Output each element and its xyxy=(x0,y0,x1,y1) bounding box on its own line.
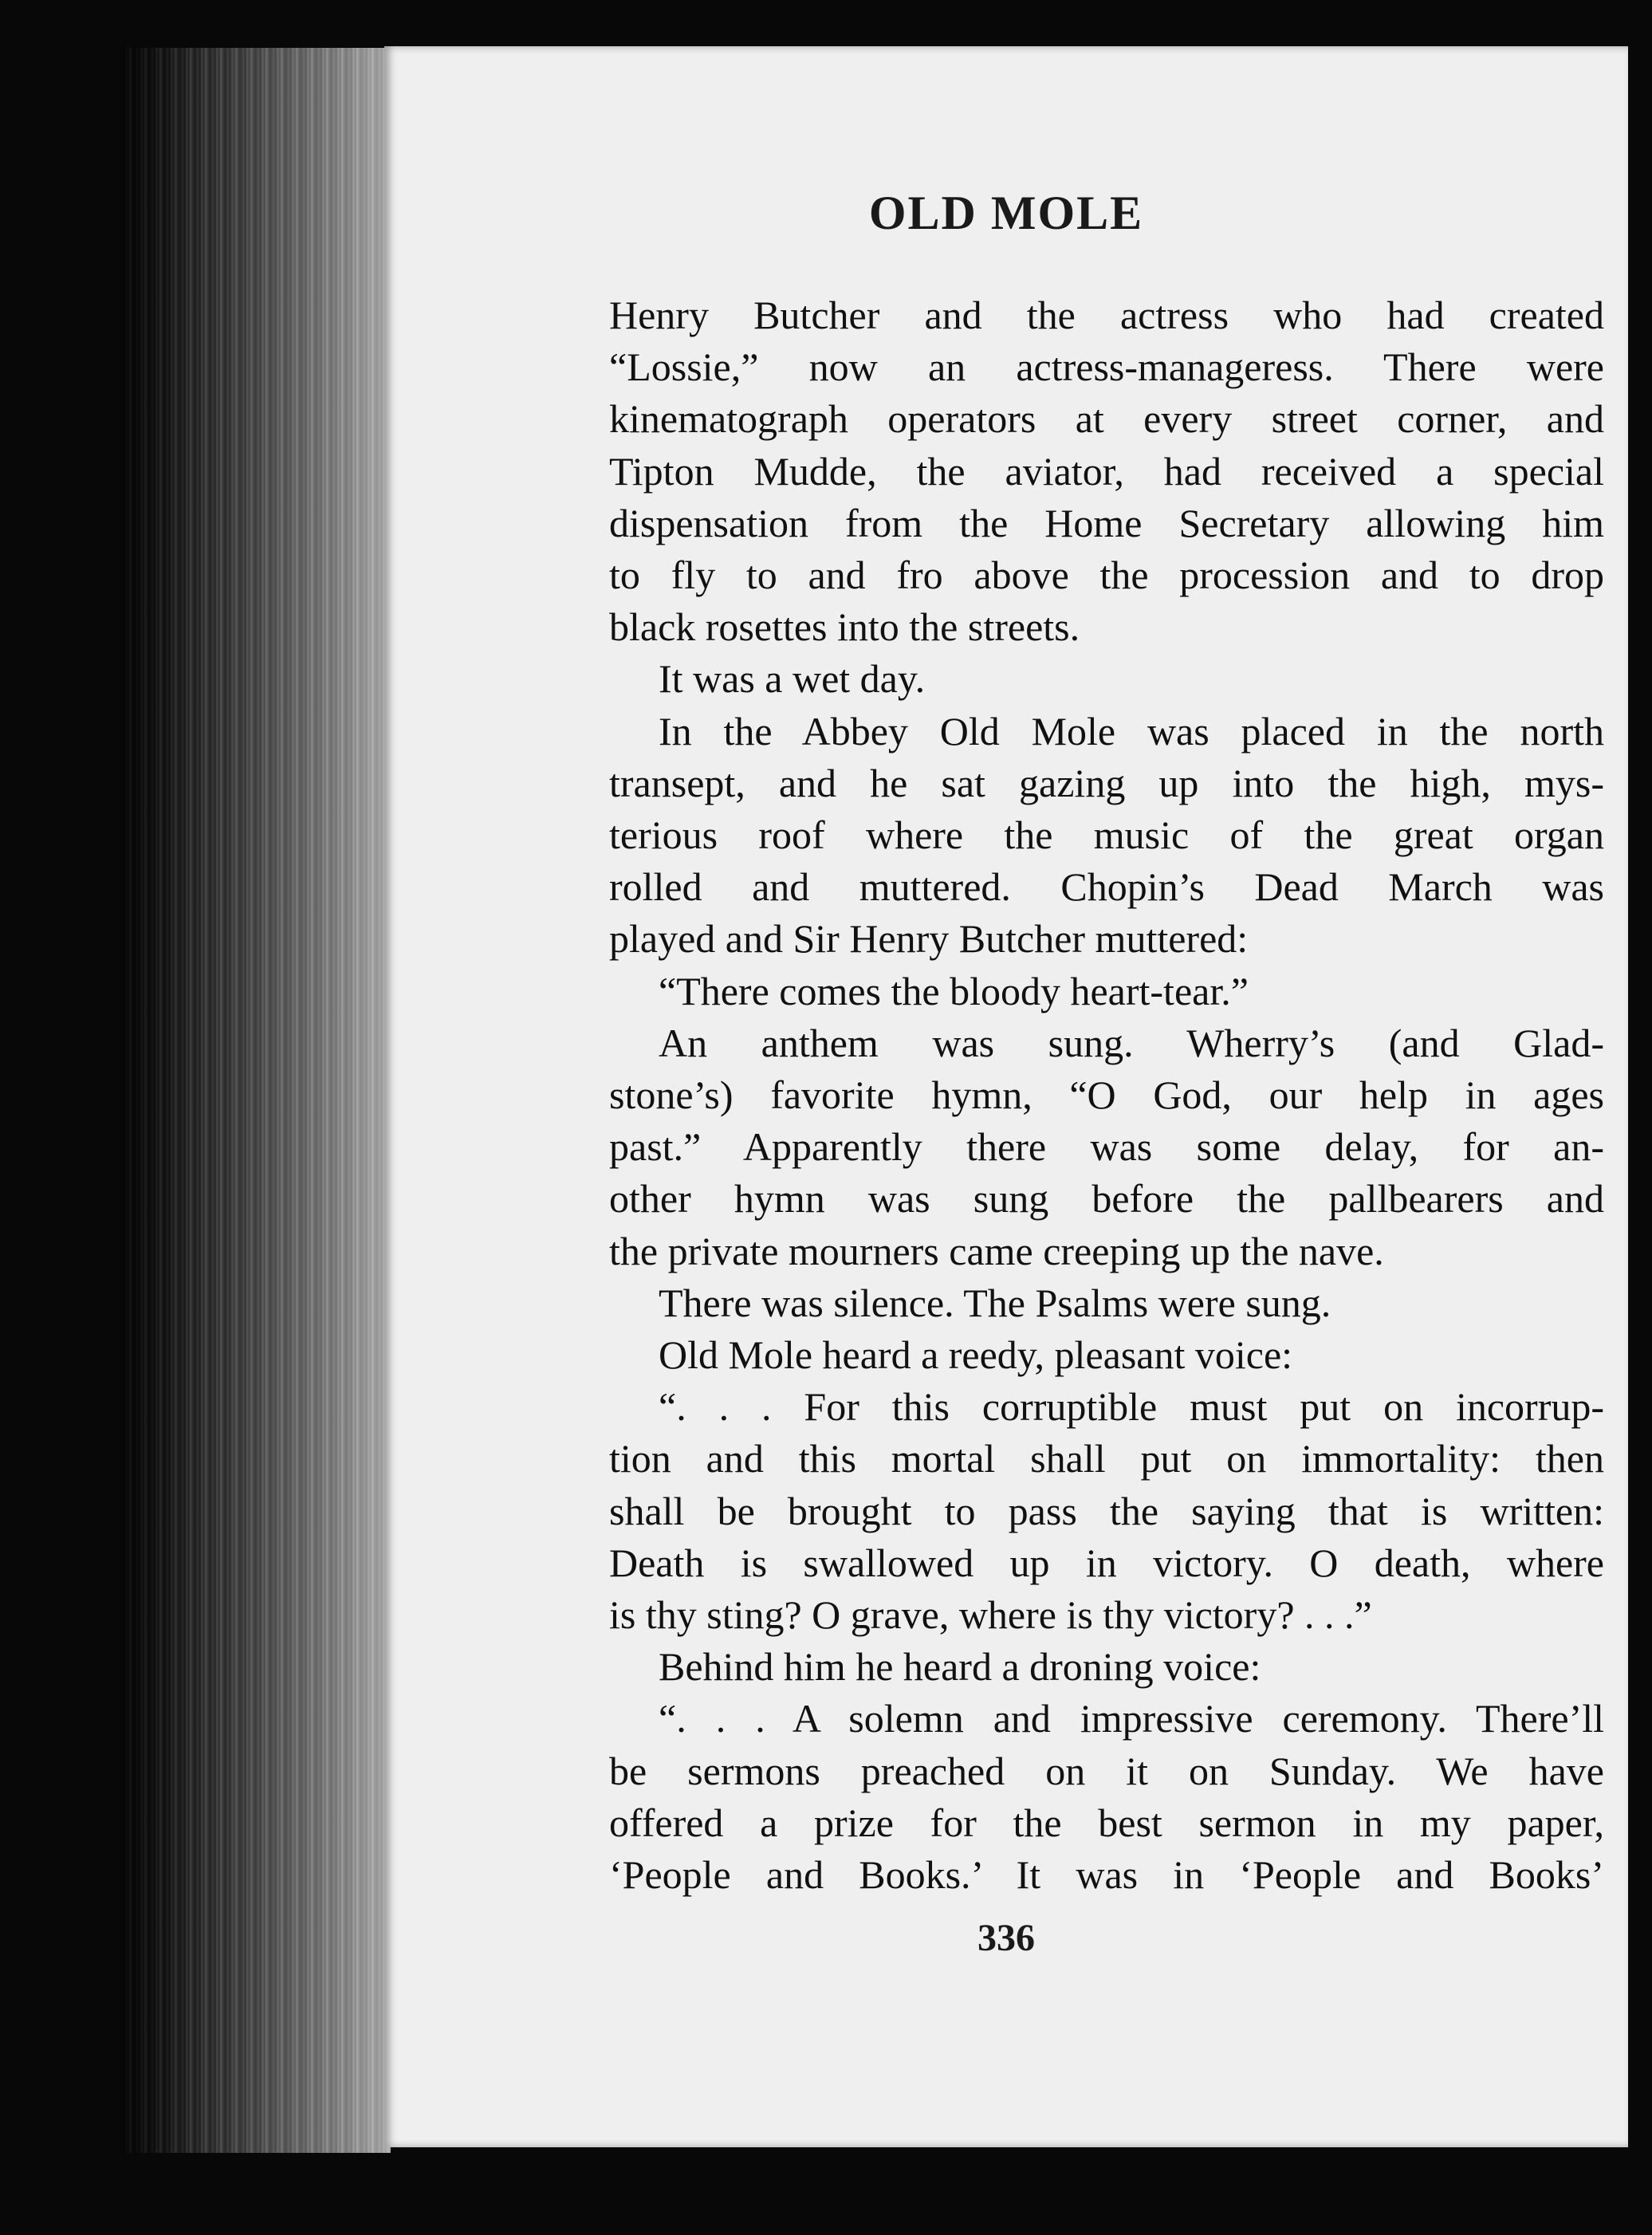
text-line: offered a prize for the best sermon in my paper, xyxy=(609,1800,1604,1845)
text-line: Behind him he heard a droning voice: xyxy=(659,1644,1261,1690)
book-page xyxy=(384,46,1628,2147)
text-line: played and Sir Henry Butcher muttered: xyxy=(609,916,1249,962)
running-head: OLD MOLE xyxy=(868,187,1144,239)
text-line: past.” Apparently there was some delay, for an- xyxy=(609,1124,1604,1170)
text-line: Old Mole heard a reedy, pleasant voice: xyxy=(659,1332,1293,1378)
text-line: the private mourners came creeping up the nave. xyxy=(609,1228,1384,1273)
text-line: black rosettes into the streets. xyxy=(609,604,1080,650)
text-line: tion and this mortal shall put on immortality: then xyxy=(609,1436,1604,1481)
text-line: other hymn was sung before the pallbearers and xyxy=(609,1176,1604,1222)
text-line: There was silence. The Psalms were sung. xyxy=(659,1280,1331,1325)
text-line: shall be brought to pass the saying that is written: xyxy=(609,1488,1604,1533)
text-line: It was a wet day. xyxy=(659,656,926,702)
text-line: In the Abbey Old Mole was placed in the north xyxy=(659,708,1604,754)
text-line: is thy sting? O grave, where is thy victory? . . .” xyxy=(609,1592,1372,1638)
text-line: “There comes the bloody heart-tear.” xyxy=(659,968,1249,1013)
text-line: rolled and muttered. Chopin’s Dead March was xyxy=(609,864,1604,910)
text-line: dispensation from the Home Secretary allowing him xyxy=(609,500,1604,545)
text-line: Henry Butcher and the actress who had created xyxy=(609,293,1604,337)
text-line: kinematograph operators at every street corner, and xyxy=(609,396,1604,442)
text-line: to fly to and fro above the procession and to drop xyxy=(609,553,1604,598)
body-text xyxy=(609,289,1604,1901)
text-line: stone’s) favorite hymn, “O God, our help in ages xyxy=(609,1072,1604,1118)
book-page-edges xyxy=(120,48,391,2153)
text-line: “. . . A solemn and impressive ceremony. There’ll xyxy=(659,1696,1604,1741)
text-line: “. . . For this corruptible must put on incorrup- xyxy=(659,1384,1604,1430)
text-line: transept, and he sat gazing up into the high, mys- xyxy=(609,760,1604,805)
text-line: Tipton Mudde, the aviator, had received a special xyxy=(609,448,1604,494)
text-line: “Lossie,” now an actress-manageress. There were xyxy=(609,344,1604,390)
text-line: terious roof where the music of the great organ xyxy=(609,813,1604,858)
text-line: An anthem was sung. Wherry’s (and Glad- xyxy=(659,1020,1604,1065)
page-number: 336 xyxy=(977,1917,1035,1959)
text-line: ‘People and Books.’ It was in ‘People and Books’ xyxy=(609,1852,1604,1898)
text-line: Death is swallowed up in victory. O death, where xyxy=(609,1540,1604,1585)
text-line: be sermons preached on it on Sunday. We have xyxy=(609,1748,1604,1793)
